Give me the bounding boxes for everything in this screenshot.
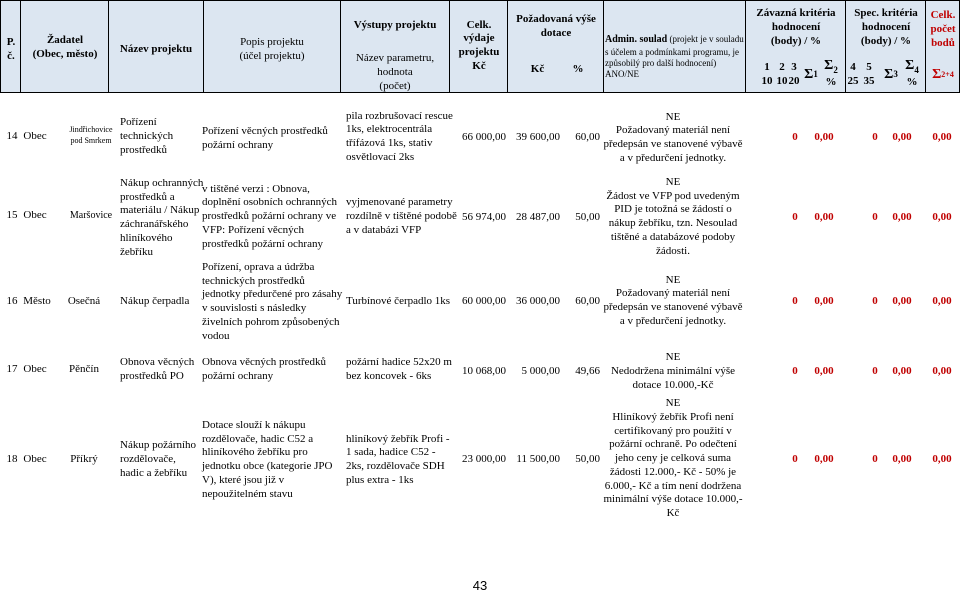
row-outputs: pila rozbrušovací rescue 1ks, elektrocentrála třífázová 1ks, stativ osvětlovací 2ks [346, 109, 453, 163]
row-total-points: 0,00 [932, 131, 952, 144]
row-sum4: 0,00 [892, 453, 912, 466]
header-total-costs: Celk. výdaje projektu Kč [458, 18, 500, 72]
row-sum2: 0,00 [814, 131, 834, 144]
row-sum3: 0 [872, 211, 878, 224]
row-sum1: 0 [792, 211, 798, 224]
row-sum2: 0,00 [814, 453, 834, 466]
row-project-name: Nákup požárního rozdělovače, hadic a žebříku [120, 439, 197, 479]
row-description: Obnova věcných prostředků požární ochrany [202, 356, 327, 382]
row-sum4: 0,00 [892, 365, 912, 378]
row-sum4: 0,00 [892, 211, 912, 224]
row-admin: NE Žádost ve VFP pod uvedeným PID je totožná se žádostí o nákup žebříku, tzn. Nesoulad tištěné a databázové podoby žádosti. [606, 175, 740, 257]
row-admin: NE Hliníkový žebřík Profi není certifikovaný pro použití v požární ochraně. Po odečtení jeho ceny je celková suma žádosti 12.000,- Kč - 50% je 6.000,- Kč a tím není dodržena minimální výše dotace 10.000,- Kč [603, 397, 743, 520]
row-total-costs: 56 974,00 [462, 211, 506, 224]
row-sum4: 0,00 [892, 131, 912, 144]
row-sum3: 0 [872, 365, 878, 378]
header-sum-total: Σ 2+4 [932, 67, 954, 83]
header-outputs: Výstupy projektu [353, 19, 437, 32]
row-sum1: 0 [792, 365, 798, 378]
row-no: 16 [6, 295, 18, 308]
header-pct: % [572, 63, 584, 76]
row-outputs: požární hadice 52x20 m bez koncovek - 6ks [346, 356, 452, 382]
row-sum4: 0,00 [892, 295, 912, 308]
row-total-points: 0,00 [932, 295, 952, 308]
row-total-costs: 66 000,00 [462, 131, 506, 144]
row-total-points: 0,00 [932, 211, 952, 224]
header-admin-rest: (projekt je v souladu s účelem a podmínkami programu, je způsobilý pro další hodnocení) ANO/NE [605, 34, 744, 79]
row-description: Dotace slouží k nákupu rozdělovače, hadic C52 a hliníkového žebříku pro jednotku obce (kategorie JPO V), které jsou již v nepoužitelném stavu [202, 418, 333, 500]
row-no: 14 [6, 130, 18, 143]
header-sum4: $\Sigma_4$ % [905, 57, 919, 88]
row-description: v tištěné verzi : Obnova, doplnění osobních ochranných prostředků požární ochrany ve VFP: Pořízení věcných prostředků požární ochrany [202, 182, 338, 250]
header-criterion-5: 5 35 [863, 61, 875, 87]
row-no: 18 [6, 453, 18, 466]
header-binding-criteria: Závazná kritéria hodnocení (body) / % [756, 7, 836, 47]
header-admin [605, 30, 745, 79]
row-requested-pct: 60,00 [575, 295, 600, 308]
row-project-name: Pořízení technických prostředků [120, 116, 174, 156]
row-project-name: Nákup ochranných prostředků a materiálu / Nákup záchranářského hliníkového žebříku [120, 176, 204, 258]
header-total-points: Celk. počet bodů [930, 9, 956, 49]
header-project-name: Název projektu [119, 43, 193, 56]
row-requested-pct: 49,66 [575, 365, 600, 378]
row-total-costs: 10 068,00 [462, 365, 506, 378]
header-sum1: Σ 1 [804, 67, 818, 83]
row-outputs: Turbínové čerpadlo 1ks [346, 295, 451, 308]
row-place: Příkrý [70, 453, 98, 466]
header-special-criteria: Spec. kritéria hodnocení (body) / % [854, 7, 918, 47]
row-sum2: 0,00 [814, 295, 834, 308]
row-admin: NE Požadovaný materiál není předepsán ve stanovené výbavě a v předurčení jednotky. [603, 273, 743, 327]
row-sum3: 0 [872, 295, 878, 308]
row-admin: NE Nedodržena minimální výše dotace 10.000,-Kč [610, 351, 736, 391]
row-sum3: 0 [872, 453, 878, 466]
row-place: Jindřichovice pod Smrkem [69, 125, 113, 145]
row-requested-kc: 11 500,00 [516, 453, 560, 466]
row-requested-kc: 5 000,00 [521, 365, 560, 378]
row-description: Pořízení, oprava a údržba technických prostředků jednotky předurčené pro zásahy v souvislosti s následky živelních pohrom způsobených vodou [202, 260, 343, 342]
row-type: Obec [23, 209, 47, 222]
row-requested-kc: 36 000,00 [516, 295, 560, 308]
row-type: Město [23, 295, 51, 308]
row-requested-pct: 60,00 [575, 131, 600, 144]
row-sum3: 0 [872, 131, 878, 144]
header-admin-bold: Admin. soulad [605, 34, 668, 45]
row-type: Obec [23, 363, 47, 376]
row-requested-kc: 28 487,00 [516, 211, 560, 224]
header-criterion-1: 1 10 [761, 61, 773, 87]
row-no: 17 [6, 363, 18, 376]
header-no: P. č. [6, 36, 16, 62]
row-project-name: Nákup čerpadla [120, 295, 190, 308]
header-outputs-param: Název parametru, hodnota (počet) [355, 52, 435, 92]
row-total-costs: 23 000,00 [462, 453, 506, 466]
row-sum2: 0,00 [814, 211, 834, 224]
row-admin: NE Požadovaný materiál není předepsán ve stanovené výbavě a v předurčení jednotky. [603, 110, 743, 164]
row-sum1: 0 [792, 131, 798, 144]
row-type: Obec [23, 453, 47, 466]
header-kc: Kč [530, 63, 545, 76]
header-criterion-3: 3 20 [788, 61, 800, 87]
row-requested-pct: 50,00 [575, 211, 600, 224]
row-place: Pěnčín [69, 363, 99, 376]
row-total-costs: 60 000,00 [462, 295, 506, 308]
header-sum2: $\Sigma_2$ % [824, 57, 838, 88]
header-criterion-2: 2 10 [776, 61, 788, 87]
row-total-points: 0,00 [932, 453, 952, 466]
row-sum2: 0,00 [814, 365, 834, 378]
header-description: Popis projektu (účel projektu) [239, 36, 305, 62]
row-requested-kc: 39 600,00 [516, 131, 560, 144]
row-no: 15 [6, 209, 18, 222]
header-applicant: Žadatel (Obec, město) [32, 34, 98, 60]
page-number: 43 [472, 578, 488, 593]
header-sum3: Σ 3 [884, 67, 898, 83]
row-place: Maršovice [69, 209, 113, 221]
row-sum1: 0 [792, 453, 798, 466]
row-requested-pct: 50,00 [575, 453, 600, 466]
row-description: Pořízení věcných prostředků požární ochrany [202, 125, 328, 151]
row-outputs: vyjmenované parametry rozdílně v tištěné podobě a v databázi VFP [346, 196, 457, 236]
row-project-name: Obnova věcných prostředků PO [120, 356, 195, 382]
row-place: Osečná [67, 295, 101, 308]
header-criterion-4: 4 25 [847, 61, 859, 87]
row-total-points: 0,00 [932, 365, 952, 378]
header-requested: Požadovaná výše dotace [516, 13, 596, 39]
row-sum1: 0 [792, 295, 798, 308]
row-outputs: hliníkový žebřík Profi - 1 sada, hadice C52 - 2ks, rozdělovače SDH plus extra - 1ks [346, 432, 450, 486]
row-type: Obec [23, 130, 47, 143]
